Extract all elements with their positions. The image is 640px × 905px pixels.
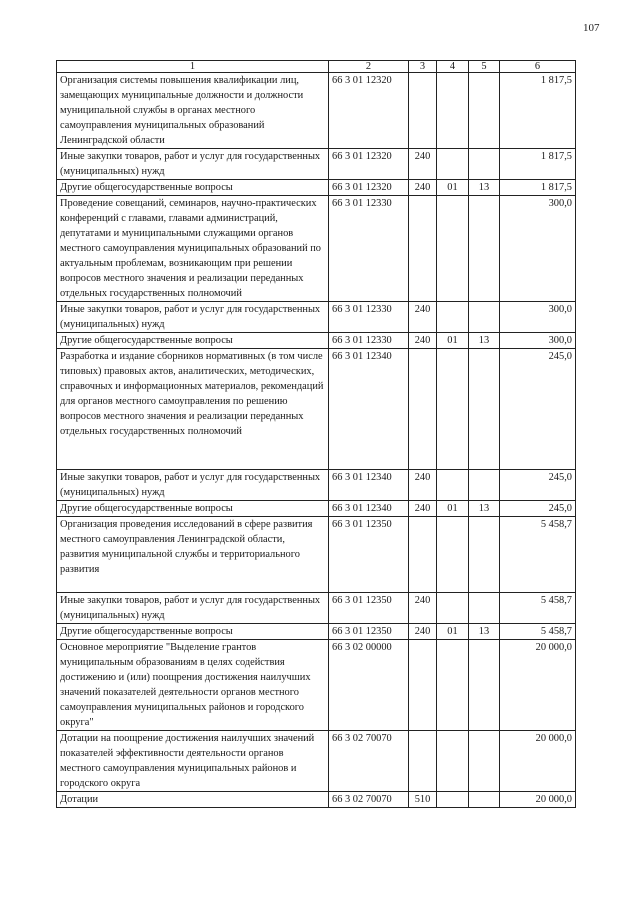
cell-subsection bbox=[469, 792, 500, 808]
cell-code: 66 3 01 12320 bbox=[329, 180, 409, 196]
cell-amount: 20 000,0 bbox=[500, 731, 576, 792]
header-row bbox=[57, 61, 576, 73]
cell-amount: 300,0 bbox=[500, 333, 576, 349]
cell-section bbox=[437, 149, 469, 180]
cell-code: 66 3 02 00000 bbox=[329, 640, 409, 731]
cell-code: 66 3 01 12340 bbox=[329, 470, 409, 501]
table-row bbox=[57, 640, 576, 731]
cell-amount: 245,0 bbox=[500, 501, 576, 517]
cell-code: 66 3 01 12340 bbox=[329, 501, 409, 517]
cell-section bbox=[437, 470, 469, 501]
header-col-5: 5 bbox=[469, 61, 500, 73]
cell-subsection bbox=[469, 349, 500, 470]
header-col-4: 4 bbox=[437, 61, 469, 73]
cell-section bbox=[437, 349, 469, 470]
cell-name: Иные закупки товаров, работ и услуг для государственных (муниципальных) нужд bbox=[57, 593, 329, 624]
cell-section bbox=[437, 73, 469, 149]
header-col-2: 2 bbox=[329, 61, 409, 73]
cell-vr: 240 bbox=[409, 149, 437, 180]
cell-code: 66 3 02 70070 bbox=[329, 731, 409, 792]
cell-code: 66 3 01 12350 bbox=[329, 517, 409, 593]
cell-subsection bbox=[469, 470, 500, 501]
cell-code: 66 3 01 12320 bbox=[329, 149, 409, 180]
cell-subsection bbox=[469, 731, 500, 792]
cell-amount: 300,0 bbox=[500, 196, 576, 302]
table-row bbox=[57, 501, 576, 517]
header-col-6: 6 bbox=[500, 61, 576, 73]
table-row bbox=[57, 180, 576, 196]
cell-name: Основное мероприятие "Выделение грантов муниципальным образованиям в целях содействия достижению и (или) поощрения достижения наилучших значений показателей деятельности органов местного самоуправления муниципальных районов и городского округа" bbox=[57, 640, 329, 731]
table-row bbox=[57, 149, 576, 180]
cell-subsection bbox=[469, 73, 500, 149]
cell-name: Организация системы повышения квалификации лиц, замещающих муниципальные должности и должности муниципальной службы в органах местного самоуправления муниципальных образований Ленинградской области bbox=[57, 73, 329, 149]
cell-name: Проведение совещаний, семинаров, научно-практических конференций с главами, главами администраций, депутатами и муниципальными служащими органов местного самоуправления муниципальных образований по актуальным проблемам, возникающим при решении вопросов местного значения и реализации переданных отдельных государственных полномочий bbox=[57, 196, 329, 302]
table-body bbox=[57, 73, 576, 808]
cell-subsection bbox=[469, 593, 500, 624]
table-row bbox=[57, 349, 576, 470]
cell-amount: 20 000,0 bbox=[500, 640, 576, 731]
header-col-3: 3 bbox=[409, 61, 437, 73]
cell-section bbox=[437, 302, 469, 333]
cell-name: Дотации на поощрение достижения наилучших значений показателей эффективности деятельности органов местного самоуправления муниципальных районов и городского округа bbox=[57, 731, 329, 792]
cell-section: 01 bbox=[437, 333, 469, 349]
table-row bbox=[57, 196, 576, 302]
cell-amount: 1 817,5 bbox=[500, 180, 576, 196]
cell-vr bbox=[409, 517, 437, 593]
cell-name: Другие общегосударственные вопросы bbox=[57, 624, 329, 640]
table-row bbox=[57, 73, 576, 149]
cell-amount: 5 458,7 bbox=[500, 593, 576, 624]
table-row bbox=[57, 593, 576, 624]
cell-subsection: 13 bbox=[469, 501, 500, 517]
cell-vr bbox=[409, 640, 437, 731]
cell-code: 66 3 01 12340 bbox=[329, 349, 409, 470]
cell-code: 66 3 01 12350 bbox=[329, 593, 409, 624]
cell-vr: 240 bbox=[409, 333, 437, 349]
cell-name: Организация проведения исследований в сфере развития местного самоуправления Ленинградской области, развития муниципальной службы и территориального развития bbox=[57, 517, 329, 593]
cell-section: 01 bbox=[437, 501, 469, 517]
cell-vr: 240 bbox=[409, 302, 437, 333]
cell-amount: 5 458,7 bbox=[500, 517, 576, 593]
cell-code: 66 3 01 12350 bbox=[329, 624, 409, 640]
table-row bbox=[57, 302, 576, 333]
table-row bbox=[57, 333, 576, 349]
page-number: 107 bbox=[583, 22, 600, 34]
cell-code: 66 3 01 12330 bbox=[329, 333, 409, 349]
cell-vr: 240 bbox=[409, 624, 437, 640]
cell-amount: 300,0 bbox=[500, 302, 576, 333]
cell-subsection bbox=[469, 302, 500, 333]
table-row bbox=[57, 517, 576, 593]
cell-amount: 20 000,0 bbox=[500, 792, 576, 808]
cell-name: Иные закупки товаров, работ и услуг для государственных (муниципальных) нужд bbox=[57, 470, 329, 501]
table-row bbox=[57, 731, 576, 792]
table-row bbox=[57, 792, 576, 808]
table-row bbox=[57, 624, 576, 640]
cell-section bbox=[437, 731, 469, 792]
table-row bbox=[57, 470, 576, 501]
cell-name: Дотации bbox=[57, 792, 329, 808]
cell-name: Иные закупки товаров, работ и услуг для государственных (муниципальных) нужд bbox=[57, 149, 329, 180]
cell-vr: 240 bbox=[409, 593, 437, 624]
cell-subsection bbox=[469, 640, 500, 731]
cell-section bbox=[437, 640, 469, 731]
cell-section: 01 bbox=[437, 624, 469, 640]
cell-amount: 5 458,7 bbox=[500, 624, 576, 640]
cell-section bbox=[437, 792, 469, 808]
cell-vr bbox=[409, 73, 437, 149]
cell-subsection: 13 bbox=[469, 333, 500, 349]
cell-vr bbox=[409, 731, 437, 792]
cell-vr: 240 bbox=[409, 501, 437, 517]
cell-name: Другие общегосударственные вопросы bbox=[57, 333, 329, 349]
cell-vr: 510 bbox=[409, 792, 437, 808]
cell-code: 66 3 01 12330 bbox=[329, 302, 409, 333]
cell-section bbox=[437, 517, 469, 593]
cell-name: Разработка и издание сборников нормативных (в том числе типовых) правовых актов, аналитических, методических, справочных и информационных материалов, рекомендаций для органов местного самоуправления по решению вопросов местного значения и реализации переданных отдельных государственных полномочий bbox=[57, 349, 329, 470]
cell-subsection bbox=[469, 196, 500, 302]
budget-table bbox=[56, 60, 576, 808]
cell-name: Иные закупки товаров, работ и услуг для государственных (муниципальных) нужд bbox=[57, 302, 329, 333]
cell-section bbox=[437, 593, 469, 624]
cell-vr bbox=[409, 196, 437, 302]
cell-subsection: 13 bbox=[469, 624, 500, 640]
cell-name: Другие общегосударственные вопросы bbox=[57, 180, 329, 196]
cell-vr: 240 bbox=[409, 470, 437, 501]
cell-amount: 245,0 bbox=[500, 470, 576, 501]
cell-amount: 245,0 bbox=[500, 349, 576, 470]
cell-subsection: 13 bbox=[469, 180, 500, 196]
cell-vr bbox=[409, 349, 437, 470]
cell-subsection bbox=[469, 517, 500, 593]
cell-name: Другие общегосударственные вопросы bbox=[57, 501, 329, 517]
cell-amount: 1 817,5 bbox=[500, 73, 576, 149]
cell-section bbox=[437, 196, 469, 302]
cell-vr: 240 bbox=[409, 180, 437, 196]
cell-code: 66 3 01 12320 bbox=[329, 73, 409, 149]
cell-section: 01 bbox=[437, 180, 469, 196]
cell-subsection bbox=[469, 149, 500, 180]
cell-code: 66 3 01 12330 bbox=[329, 196, 409, 302]
cell-amount: 1 817,5 bbox=[500, 149, 576, 180]
header-col-1: 1 bbox=[57, 61, 329, 73]
cell-code: 66 3 02 70070 bbox=[329, 792, 409, 808]
